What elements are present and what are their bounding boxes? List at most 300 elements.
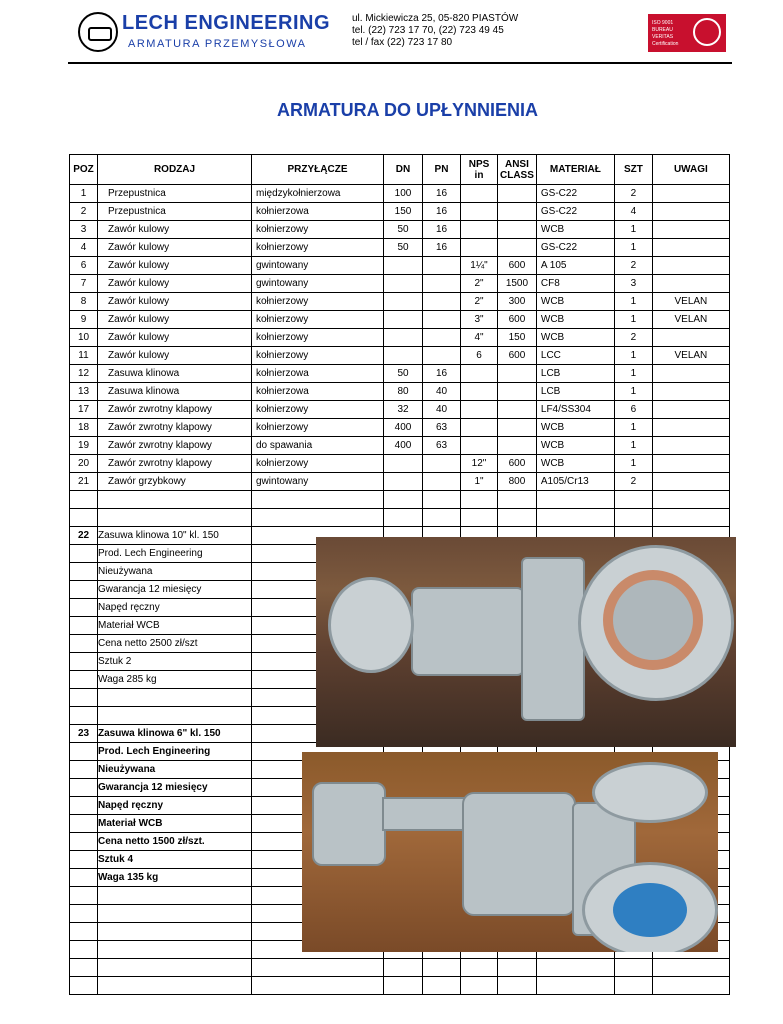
- table-cell: WCB: [536, 329, 614, 347]
- table-cell: [652, 185, 729, 203]
- table-cell: międzykołnierzowa: [252, 185, 384, 203]
- table-cell: [423, 293, 461, 311]
- table-cell: [652, 383, 729, 401]
- address-line: ul. Mickiewicza 25, 05-820 PIASTÓW: [352, 13, 519, 24]
- table-cell: 23: [70, 725, 98, 743]
- table-cell: [384, 347, 423, 365]
- table-cell: 1: [614, 293, 652, 311]
- table-cell: Zawór kulowy: [98, 239, 252, 257]
- table-row: [70, 329, 730, 347]
- table-cell: [652, 437, 729, 455]
- table-cell: Zasuwa klinowa 6" kl. 150: [98, 725, 252, 743]
- table-cell: [614, 959, 652, 977]
- table-cell: [652, 491, 729, 509]
- table-cell: 20: [70, 455, 98, 473]
- table-row: [70, 347, 730, 365]
- column-header: MATERIAŁ: [536, 155, 614, 185]
- table-cell: 16: [423, 185, 461, 203]
- column-header: UWAGI: [652, 155, 729, 185]
- table-cell: [70, 797, 98, 815]
- table-cell: Prod. Lech Engineering: [98, 545, 252, 563]
- table-cell: LCC: [536, 347, 614, 365]
- company-tagline: ARMATURA PRZEMYSŁOWA: [128, 38, 307, 50]
- table-cell: 6: [70, 257, 98, 275]
- table-cell: gwintowany: [252, 275, 384, 293]
- table-cell: Materiał WCB: [98, 815, 252, 833]
- table-cell: A 105: [536, 257, 614, 275]
- table-row: [70, 275, 730, 293]
- table-cell: 800: [498, 473, 537, 491]
- table-cell: 2: [70, 203, 98, 221]
- table-cell: 3: [614, 275, 652, 293]
- table-cell: 6: [614, 401, 652, 419]
- table-row: [70, 473, 730, 491]
- table-cell: [70, 851, 98, 869]
- table-cell: [652, 275, 729, 293]
- table-cell: VELAN: [652, 347, 729, 365]
- table-cell: [461, 977, 498, 995]
- table-cell: 8: [70, 293, 98, 311]
- table-cell: 4: [70, 239, 98, 257]
- table-cell: [384, 275, 423, 293]
- letterhead: [0, 0, 783, 70]
- table-cell: [498, 437, 537, 455]
- table-cell: [461, 185, 498, 203]
- table-cell: [70, 779, 98, 797]
- table-cell: gwintowany: [252, 257, 384, 275]
- header-divider: [68, 62, 732, 64]
- table-cell: kołnierzowy: [252, 455, 384, 473]
- table-cell: [498, 383, 537, 401]
- table-cell: [498, 419, 537, 437]
- table-cell: 1: [614, 311, 652, 329]
- company-name: LECH ENGINEERING: [122, 12, 331, 34]
- table-row: [70, 311, 730, 329]
- table-cell: [98, 941, 252, 959]
- table-cell: [652, 329, 729, 347]
- table-cell: [461, 437, 498, 455]
- table-cell: [461, 959, 498, 977]
- table-cell: 4: [614, 203, 652, 221]
- table-cell: [98, 689, 252, 707]
- table-cell: 22: [70, 527, 98, 545]
- table-cell: 11: [70, 347, 98, 365]
- table-cell: Napęd ręczny: [98, 599, 252, 617]
- table-cell: kołnierzowy: [252, 347, 384, 365]
- table-cell: 4": [461, 329, 498, 347]
- table-cell: [70, 743, 98, 761]
- company-address: [352, 13, 518, 49]
- table-cell: [536, 491, 614, 509]
- table-row: [70, 239, 730, 257]
- table-cell: [498, 401, 537, 419]
- table-cell: 2": [461, 293, 498, 311]
- table-cell: [498, 239, 537, 257]
- company-logo-icon: [78, 12, 118, 52]
- table-cell: [384, 293, 423, 311]
- table-cell: [70, 653, 98, 671]
- table-cell: 2": [461, 275, 498, 293]
- table-cell: [98, 887, 252, 905]
- table-cell: Zawór kulowy: [98, 329, 252, 347]
- table-cell: [70, 491, 98, 509]
- table-cell: [498, 959, 537, 977]
- table-cell: 1: [614, 437, 652, 455]
- table-cell: 600: [498, 311, 537, 329]
- table-row: [70, 185, 730, 203]
- table-cell: [70, 707, 98, 725]
- table-cell: 3: [70, 221, 98, 239]
- table-cell: [461, 239, 498, 257]
- table-cell: [652, 959, 729, 977]
- table-cell: [252, 491, 384, 509]
- table-cell: do spawania: [252, 437, 384, 455]
- table-cell: Waga 135 kg: [98, 869, 252, 887]
- table-cell: [614, 977, 652, 995]
- table-cell: GS-C22: [536, 203, 614, 221]
- table-cell: [614, 509, 652, 527]
- table-cell: [98, 959, 252, 977]
- table-cell: Zawór zwrotny klapowy: [98, 455, 252, 473]
- table-cell: [98, 707, 252, 725]
- table-cell: [652, 419, 729, 437]
- table-cell: [652, 365, 729, 383]
- table-cell: 80: [384, 383, 423, 401]
- table-cell: [652, 473, 729, 491]
- table-cell: kołnierzowy: [252, 329, 384, 347]
- table-cell: Gwarancja 12 miesięcy: [98, 581, 252, 599]
- table-row: [70, 419, 730, 437]
- table-cell: Zawór kulowy: [98, 257, 252, 275]
- table-cell: [461, 401, 498, 419]
- table-cell: 2: [614, 257, 652, 275]
- table-cell: [461, 203, 498, 221]
- table-row: [70, 257, 730, 275]
- table-cell: Zawór kulowy: [98, 311, 252, 329]
- table-cell: [423, 455, 461, 473]
- table-cell: kołnierzowa: [252, 365, 384, 383]
- table-cell: 1: [70, 185, 98, 203]
- table-cell: [461, 509, 498, 527]
- table-cell: [423, 311, 461, 329]
- table-cell: [423, 977, 461, 995]
- table-cell: Sztuk 2: [98, 653, 252, 671]
- table-cell: [70, 941, 98, 959]
- column-header: PN: [423, 155, 461, 185]
- table-row: [70, 977, 730, 995]
- table-cell: kołnierzowy: [252, 419, 384, 437]
- table-cell: [70, 869, 98, 887]
- table-cell: 6: [461, 347, 498, 365]
- table-cell: 1: [614, 455, 652, 473]
- table-cell: 12: [70, 365, 98, 383]
- table-cell: [498, 491, 537, 509]
- table-cell: [652, 509, 729, 527]
- table-cell: [384, 977, 423, 995]
- table-cell: [423, 329, 461, 347]
- table-cell: [498, 203, 537, 221]
- table-cell: [384, 257, 423, 275]
- table-cell: [70, 761, 98, 779]
- table-cell: 32: [384, 401, 423, 419]
- table-cell: 16: [423, 239, 461, 257]
- table-cell: 600: [498, 455, 537, 473]
- table-cell: [70, 923, 98, 941]
- table-cell: Zawór zwrotny klapowy: [98, 419, 252, 437]
- table-cell: 63: [423, 419, 461, 437]
- table-cell: [384, 311, 423, 329]
- table-cell: 2: [614, 473, 652, 491]
- table-cell: [423, 959, 461, 977]
- table-cell: Cena netto 2500 zł/szt: [98, 635, 252, 653]
- table-cell: 16: [423, 203, 461, 221]
- table-cell: [384, 473, 423, 491]
- table-cell: 1": [461, 473, 498, 491]
- table-cell: A105/Cr13: [536, 473, 614, 491]
- table-cell: 100: [384, 185, 423, 203]
- table-cell: [384, 329, 423, 347]
- cert-text: ISO 9001 BUREAU VERITAS Certification: [652, 20, 679, 47]
- table-cell: WCB: [536, 455, 614, 473]
- table-cell: [70, 689, 98, 707]
- table-cell: [461, 221, 498, 239]
- table-cell: WCB: [536, 311, 614, 329]
- table-cell: 2: [614, 329, 652, 347]
- table-row: [70, 221, 730, 239]
- table-cell: WCB: [536, 293, 614, 311]
- table-cell: [498, 977, 537, 995]
- table-cell: [70, 635, 98, 653]
- table-cell: 1: [614, 365, 652, 383]
- table-row: [70, 365, 730, 383]
- table-cell: 400: [384, 419, 423, 437]
- table-cell: GS-C22: [536, 239, 614, 257]
- table-cell: [70, 509, 98, 527]
- table-cell: Nieużywana: [98, 761, 252, 779]
- table-cell: [70, 563, 98, 581]
- table-cell: [461, 491, 498, 509]
- table-cell: 150: [384, 203, 423, 221]
- table-cell: [423, 491, 461, 509]
- table-cell: WCB: [536, 221, 614, 239]
- table-cell: WCB: [536, 419, 614, 437]
- table-cell: Zasuwa klinowa 10" kl. 150: [98, 527, 252, 545]
- table-cell: 1: [614, 347, 652, 365]
- table-cell: 2: [614, 185, 652, 203]
- table-cell: kołnierzowy: [252, 293, 384, 311]
- table-cell: 16: [423, 365, 461, 383]
- table-cell: Zawór kulowy: [98, 221, 252, 239]
- table-cell: kołnierzowa: [252, 383, 384, 401]
- table-cell: [652, 401, 729, 419]
- table-cell: [423, 509, 461, 527]
- table-cell: [70, 977, 98, 995]
- table-cell: Sztuk 4: [98, 851, 252, 869]
- table-cell: Zasuwa klinowa: [98, 383, 252, 401]
- table-cell: [461, 383, 498, 401]
- table-row: [70, 491, 730, 509]
- table-cell: [423, 473, 461, 491]
- table-cell: Przepustnica: [98, 203, 252, 221]
- table-cell: [98, 923, 252, 941]
- column-header: POZ: [70, 155, 98, 185]
- table-cell: Gwarancja 12 miesięcy: [98, 779, 252, 797]
- table-cell: [652, 239, 729, 257]
- table-row: [70, 959, 730, 977]
- table-cell: [614, 491, 652, 509]
- table-cell: 1: [614, 419, 652, 437]
- table-cell: 50: [384, 221, 423, 239]
- table-cell: 21: [70, 473, 98, 491]
- column-header: PRZYŁĄCZE: [252, 155, 384, 185]
- table-cell: kołnierzowy: [252, 221, 384, 239]
- table-cell: 13: [70, 383, 98, 401]
- table-cell: [384, 491, 423, 509]
- table-row: [70, 455, 730, 473]
- table-cell: Zawór kulowy: [98, 347, 252, 365]
- table-cell: [70, 617, 98, 635]
- table-cell: [423, 347, 461, 365]
- table-cell: [70, 887, 98, 905]
- table-cell: LF4/SS304: [536, 401, 614, 419]
- table-cell: [70, 833, 98, 851]
- column-header: ANSI CLASS: [498, 155, 537, 185]
- table-cell: 150: [498, 329, 537, 347]
- table-cell: 1500: [498, 275, 537, 293]
- table-cell: 1: [614, 239, 652, 257]
- table-cell: Przepustnica: [98, 185, 252, 203]
- table-cell: VELAN: [652, 311, 729, 329]
- table-cell: [536, 509, 614, 527]
- table-cell: WCB: [536, 437, 614, 455]
- table-cell: 12": [461, 455, 498, 473]
- table-cell: [252, 509, 384, 527]
- table-cell: [384, 959, 423, 977]
- table-cell: Zawór grzybkowy: [98, 473, 252, 491]
- table-row: [70, 203, 730, 221]
- table-cell: [98, 905, 252, 923]
- table-cell: Zawór zwrotny klapowy: [98, 437, 252, 455]
- table-header-row: [70, 155, 730, 185]
- table-cell: 10: [70, 329, 98, 347]
- table-cell: [652, 455, 729, 473]
- table-cell: LCB: [536, 365, 614, 383]
- table-cell: 300: [498, 293, 537, 311]
- table-cell: 40: [423, 383, 461, 401]
- table-cell: Nieużywana: [98, 563, 252, 581]
- table-cell: Prod. Lech Engineering: [98, 743, 252, 761]
- table-cell: Cena netto 1500 zł/szt.: [98, 833, 252, 851]
- table-cell: 17: [70, 401, 98, 419]
- certification-badge: [648, 14, 726, 52]
- phone-line: tel. (22) 723 17 70, (22) 723 49 45: [352, 25, 504, 36]
- table-cell: 16: [423, 221, 461, 239]
- table-cell: [70, 599, 98, 617]
- table-cell: 3": [461, 311, 498, 329]
- table-cell: 600: [498, 347, 537, 365]
- table-cell: [498, 365, 537, 383]
- table-cell: Zasuwa klinowa: [98, 365, 252, 383]
- table-cell: kołnierzowy: [252, 311, 384, 329]
- fax-line: tel / fax (22) 723 17 80: [352, 37, 453, 48]
- table-cell: [461, 419, 498, 437]
- table-cell: [498, 509, 537, 527]
- table-cell: [536, 977, 614, 995]
- table-cell: [423, 257, 461, 275]
- table-cell: [70, 815, 98, 833]
- table-cell: Materiał WCB: [98, 617, 252, 635]
- table-cell: [652, 257, 729, 275]
- table-cell: Zawór kulowy: [98, 275, 252, 293]
- valve-photo-6in: [302, 752, 718, 952]
- table-cell: kołnierzowa: [252, 203, 384, 221]
- table-cell: LCB: [536, 383, 614, 401]
- table-cell: [384, 509, 423, 527]
- table-cell: 9: [70, 311, 98, 329]
- table-cell: [252, 959, 384, 977]
- table-cell: 63: [423, 437, 461, 455]
- table-cell: gwintowany: [252, 473, 384, 491]
- table-cell: 400: [384, 437, 423, 455]
- table-cell: VELAN: [652, 293, 729, 311]
- table-cell: 19: [70, 437, 98, 455]
- table-cell: kołnierzowy: [252, 401, 384, 419]
- table-row: [70, 401, 730, 419]
- table-cell: [98, 977, 252, 995]
- table-cell: [461, 365, 498, 383]
- table-cell: kołnierzowy: [252, 239, 384, 257]
- table-cell: [70, 545, 98, 563]
- table-cell: [252, 977, 384, 995]
- table-cell: [536, 959, 614, 977]
- table-cell: [423, 275, 461, 293]
- table-cell: CF8: [536, 275, 614, 293]
- table-cell: [384, 455, 423, 473]
- column-header: NPS in: [461, 155, 498, 185]
- table-cell: [98, 509, 252, 527]
- table-cell: [70, 905, 98, 923]
- document-title: ARMATURA DO UPŁYNNIENIA: [277, 100, 538, 120]
- table-cell: 50: [384, 365, 423, 383]
- table-cell: Zawór kulowy: [98, 293, 252, 311]
- table-cell: 18: [70, 419, 98, 437]
- table-row: [70, 509, 730, 527]
- valve-photo-10in: [316, 537, 736, 747]
- table-cell: 1: [614, 383, 652, 401]
- column-header: RODZAJ: [98, 155, 252, 185]
- table-cell: 50: [384, 239, 423, 257]
- table-cell: [70, 959, 98, 977]
- table-cell: Zawór zwrotny klapowy: [98, 401, 252, 419]
- table-cell: 7: [70, 275, 98, 293]
- table-row: [70, 293, 730, 311]
- table-cell: [70, 581, 98, 599]
- table-cell: 1: [614, 221, 652, 239]
- table-cell: GS-C22: [536, 185, 614, 203]
- bureau-veritas-seal-icon: [693, 18, 721, 46]
- table-cell: Waga 285 kg: [98, 671, 252, 689]
- table-cell: [498, 185, 537, 203]
- table-row: [70, 383, 730, 401]
- table-cell: [652, 203, 729, 221]
- table-cell: [498, 221, 537, 239]
- column-header: DN: [384, 155, 423, 185]
- table-cell: Napęd ręczny: [98, 797, 252, 815]
- table-cell: [652, 977, 729, 995]
- table-cell: 600: [498, 257, 537, 275]
- column-header: SZT: [614, 155, 652, 185]
- table-cell: 1¼": [461, 257, 498, 275]
